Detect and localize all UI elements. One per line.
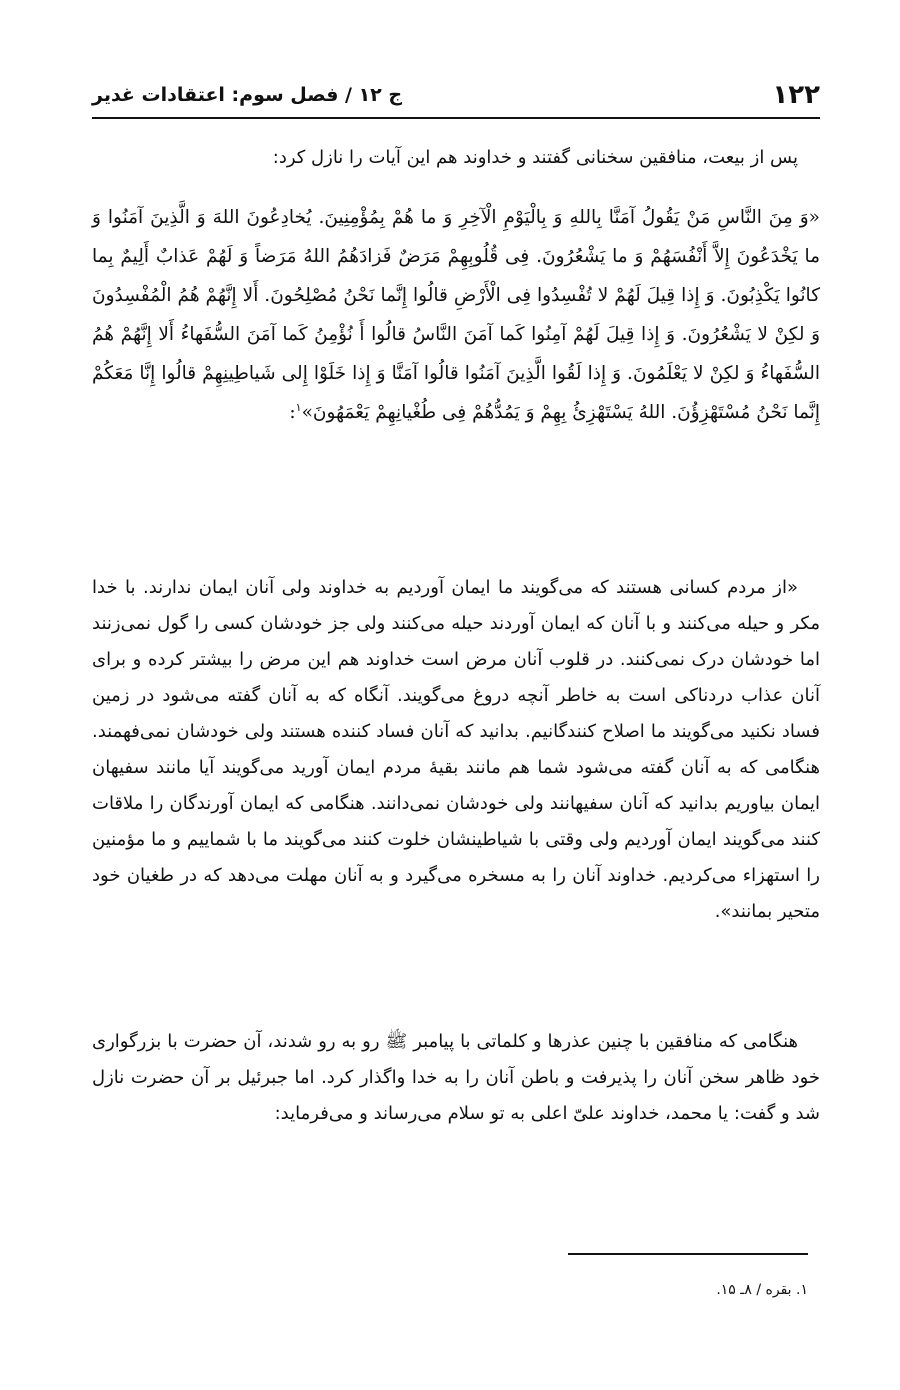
intro-paragraph: پس از بیعت، منافقین سخنانی گفتند و خداوند هم این آیات را نازل کرد:: [272, 147, 798, 168]
page-body: [92, 140, 820, 1180]
quran-tail: :: [289, 402, 296, 423]
quran-verses: [92, 198, 820, 552]
header-rule: [92, 117, 820, 119]
page-number: ۱۲۲: [772, 80, 820, 110]
page-header: [92, 70, 820, 110]
footnote-rule: [568, 1253, 808, 1255]
closing-paragraph: هنگامی که منافقین با چنین عذرها و کلماتی با پیامبر ﷺ رو به رو شدند، آن حضرت با بزرگواری خود ظاهر سخن آنان را پذیرفت و باطن آنان را به خدا واگذار کرد. اما جبرئیل بر آن حضرت نازل شد و گفت: یا محمد، خداوند علیّ اعلی به تو سلام می‌رساند و می‌فرماید:: [92, 1031, 820, 1124]
running-title: ج ۱۲ / فصل سوم: اعتقادات غدیر: [92, 84, 403, 106]
footnote-reference[interactable]: ۱: [295, 400, 302, 414]
footnote: ۱. بقره / ۸ـ ۱۵.: [716, 1282, 808, 1298]
translation-paragraph: «از مردم کسانی هستند که می‌گویند ما ایمان آوردیم به خداوند ولی آنان ایمان ندارند. با خدا مکر و حیله می‌کنند و با آنان که ایمان آوردند حیله می‌کنند ولی جز خودشان کسی را گول نمی‌زنند اما خودشان درک نمی‌کنند. در قلوب آنان مرض است خداوند هم این مرض را بیشتر کرده و برای آنان عذاب دردناکی است به خاطر آنچه دروغ می‌گویند. آنگاه که به آنان گفته می‌شود در زمین فساد نکنید می‌گویند ما اصلاح کنندگانیم. بدانید که آنان فساد کننده هستند ولی خودشان نمی‌فهمند. هنگامی که به آنان گفته می‌شود شما هم مانند بقیهٔ مردم ایمان آورید می‌گویند آیا مانند سفیهان ایمان بیاوریم بدانید که آنان سفیهانند ولی خودشان نمی‌دانند. هنگامی که ایمان آورندگان را ملاقات کنند می‌گویند ایمان آوردیم ولی وقتی با شیاطینشان خلوت کنند می‌گویند ما با شماییم و ما مؤمنین را استهزاء می‌کردیم. خداوند آنان را به مسخره می‌گیرد و به آنان مهلت می‌دهد که در طغیان خود متحیر بمانند».: [92, 577, 820, 922]
quran-text: «وَ مِنَ النَّاسِ مَنْ یَقُولُ آمَنَّا بِاللهِ وَ بِالْیَوْمِ الْآخِرِ وَ ما هُمْ بِمُؤْمِنِینَ. یُخادِعُونَ اللهَ وَ الَّذِینَ آمَنُوا وَ ما یَخْدَعُونَ إِلاَّ أَنْفُسَهُمْ وَ ما یَشْعُرُونَ. فِی قُلُوبِهِمْ مَرَضٌ فَزادَهُمُ اللهُ مَرَضاً وَ لَهُمْ عَذابٌ أَلِیمٌ بِما کانُوا یَکْذِبُونَ. وَ إِذا قِیلَ لَهُمْ لا تُفْسِدُوا فِی الْأَرْضِ قالُوا إِنَّما نَحْنُ مُصْلِحُونَ. أَلا إِنَّهُمْ هُمُ الْمُفْسِدُونَ وَ لکِنْ لا یَشْعُرُونَ. وَ إِذا قِیلَ لَهُمْ آمِنُوا کَما آمَنَ النَّاسُ قالُوا أَ نُؤْمِنُ کَما آمَنَ السُّفَهاءُ أَلا إِنَّهُمْ هُمُ السُّفَهاءُ وَ لکِنْ لا یَعْلَمُونَ. وَ إِذا لَقُوا الَّذِینَ آمَنُوا قالُوا آمَنَّا وَ إِذا خَلَوْا إِلی شَیاطِینِهِمْ قالُوا إِنَّا مَعَکُمْ إِنَّما نَحْنُ مُسْتَهْزِؤُنَ. اللهُ یَسْتَهْزِئُ بِهِمْ وَ یَمُدُّهُمْ فِی طُغْیانِهِمْ یَعْمَهُونَ»: [92, 207, 820, 423]
